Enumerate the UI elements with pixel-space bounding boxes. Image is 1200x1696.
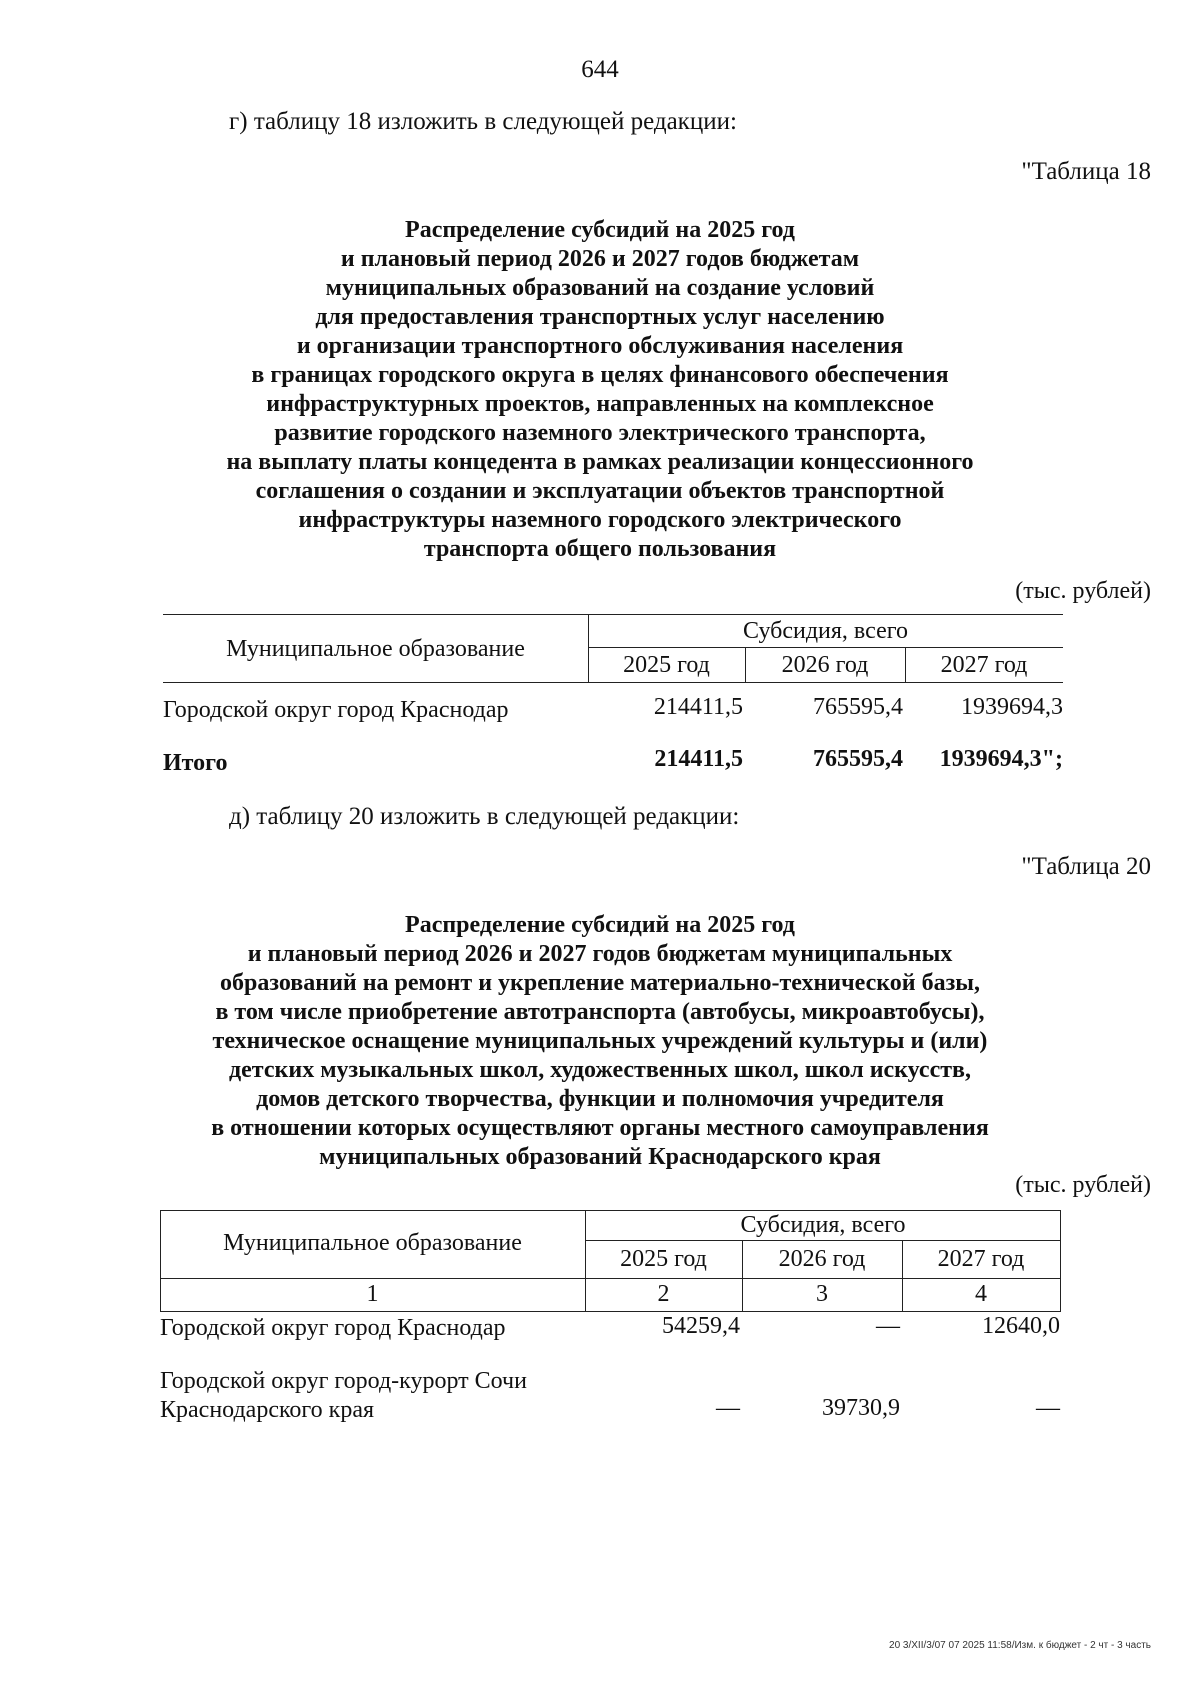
table18-title-line: развитие городского наземного электрического транспорта, [274, 420, 926, 446]
table18-title-line: транспорта общего пользования [423, 536, 777, 562]
table20-top-rule [160, 1210, 1061, 1211]
total-label: Итого [163, 750, 228, 776]
row-value-2027: 1939694,3 [961, 694, 1063, 720]
table18-header-year: 2027 год [940, 652, 1028, 678]
table18-mid-rule [588, 647, 1063, 648]
page-number: 644 [581, 56, 619, 83]
total-value-2025: 214411,5 [654, 746, 743, 772]
table18-header-group: Субсидия, всего [743, 618, 908, 644]
table20-header-year: 2027 год [937, 1246, 1025, 1272]
table18-title-line: муниципальных образований на создание условий [325, 275, 875, 301]
table20-number-rule [160, 1311, 1061, 1312]
total-value-2027: 1939694,3"; [939, 746, 1063, 772]
table20-title [150, 911, 1050, 1172]
table20-title-line: детских музыкальных школ, художественных школ, школ искусств, [229, 1057, 971, 1083]
table18-title-line: в границах городского округа в целях финансового обеспечения [251, 362, 949, 388]
table20-title-line: муниципальных образований Краснодарского края [319, 1144, 881, 1170]
row-name: Городской округ город Краснодар [160, 1315, 506, 1341]
row-value-2025: — [716, 1395, 740, 1421]
table20-title-line: в том числе приобретение автотранспорта (автобусы, микроавтобусы), [215, 999, 985, 1025]
table20-mid-rule [585, 1240, 1061, 1241]
table18-title-line: и организации транспортного обслуживания населения [296, 333, 904, 359]
row-value-2027: — [1036, 1395, 1060, 1421]
row-value-2025: 214411,5 [653, 694, 743, 720]
table18-top-rule [163, 614, 1063, 615]
table18-header-year: 2026 год [781, 652, 869, 678]
table18-title-line: соглашения о создании и эксплуатации объектов транспортной [255, 478, 945, 504]
table18-bottom-rule [163, 682, 1063, 683]
table20-header-name: Муниципальное образование [223, 1230, 522, 1256]
row-name: Краснодарского края [160, 1397, 375, 1423]
table18-title-line: Распределение субсидий на 2025 год [405, 217, 795, 243]
row-name: Городской округ город Краснодар [163, 697, 509, 723]
table20-title-line: техническое оснащение муниципальных учреждений культуры и (или) [212, 1028, 988, 1054]
row-value-2026: — [876, 1313, 900, 1339]
table18-title-line: инфраструктуры наземного городского электрического [298, 507, 902, 533]
table20-unit: (тыс. рублей) [1015, 1172, 1151, 1198]
table20-header-group: Субсидия, всего [740, 1212, 906, 1238]
table20-col-number: 2 [657, 1281, 670, 1307]
table18-label: "Таблица 18 [1021, 158, 1151, 185]
table20-title-line: Распределение субсидий на 2025 год [405, 912, 795, 938]
item-g-paragraph: г) таблицу 18 изложить в следующей редакции: [229, 108, 737, 135]
table20-header-rule [160, 1278, 1061, 1279]
table18-title-line: инфраструктурных проектов, направленных на комплексное [266, 391, 934, 417]
table20-title-line: домов детского творчества, функции и полномочия учредителя [256, 1086, 944, 1112]
table18-title-line: для предоставления транспортных услуг населению [315, 304, 885, 330]
row-name: Городской округ город-курорт Сочи [160, 1368, 527, 1394]
table18-unit: (тыс. рублей) [1015, 578, 1151, 604]
table20-col-number: 1 [366, 1281, 379, 1307]
table20-title-line: в отношении которых осуществляют органы местного самоуправления [211, 1115, 989, 1141]
table20-header-year: 2026 год [778, 1246, 866, 1272]
table18-header-year: 2025 год [623, 652, 710, 678]
print-footer: 20 3/XII/3/07 07 2025 11:58/Изм. к бюджет - 2 чт - 3 часть [889, 1640, 1151, 1651]
table18-title-line: и плановый период 2026 и 2027 годов бюджетам [340, 246, 860, 272]
table20-title-line: образований на ремонт и укрепление материально-технической базы, [220, 970, 980, 996]
table20-title-line: и плановый период 2026 и 2027 годов бюджетам муниципальных [247, 941, 953, 967]
table20-label: "Таблица 20 [1021, 853, 1151, 880]
total-value-2026: 765595,4 [813, 746, 903, 772]
table20-col-number: 4 [975, 1281, 987, 1307]
table20-header-year: 2025 год [620, 1246, 707, 1272]
row-value-2026: 39730,9 [822, 1395, 900, 1421]
item-d-paragraph: д) таблицу 20 изложить в следующей редакции: [229, 803, 740, 830]
table18-title [150, 216, 1050, 564]
table18-header-name: Муниципальное образование [226, 636, 525, 662]
row-value-2025: 54259,4 [662, 1313, 740, 1339]
table18-title-line: на выплату платы концедента в рамках реализации концессионного [226, 449, 974, 475]
row-value-2026: 765595,4 [813, 694, 903, 720]
row-value-2027: 12640,0 [982, 1313, 1060, 1339]
table20-col-number: 3 [816, 1281, 828, 1307]
